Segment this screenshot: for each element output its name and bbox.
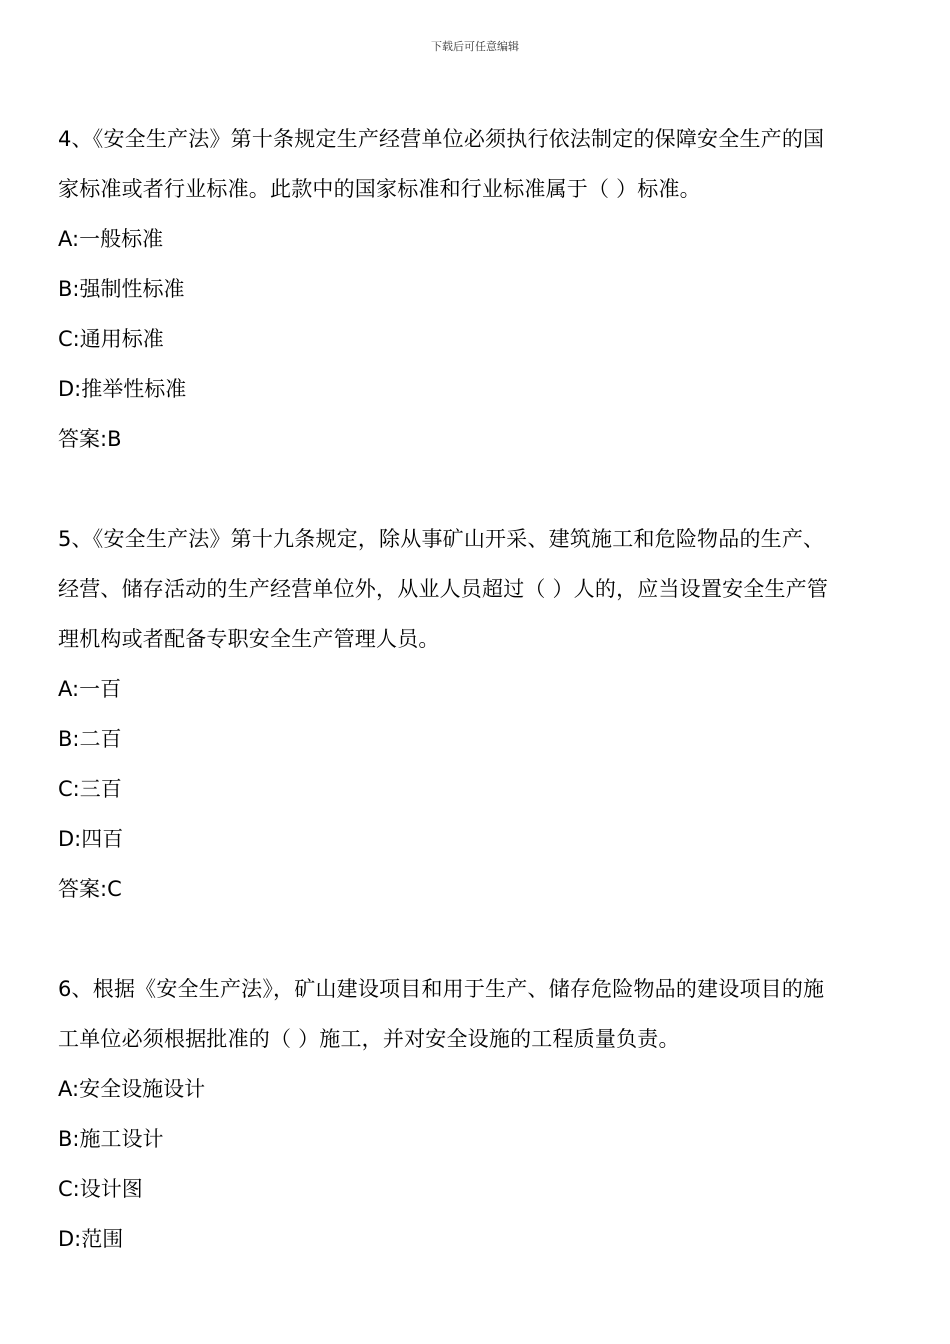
option-d: D:四百 bbox=[58, 827, 124, 851]
option-d: D:范围 bbox=[58, 1227, 124, 1251]
answer: 答案:B bbox=[58, 427, 122, 451]
stem-line: 工单位必须根据批准的（ ）施工，并对安全设施的工程质量负责。 bbox=[58, 1027, 680, 1051]
stem-line: 4、《安全生产法》第十条规定生产经营单位必须执行依法制定的保障安全生产的国 bbox=[58, 127, 825, 151]
option-c: C:三百 bbox=[58, 777, 122, 801]
option-c: C:设计图 bbox=[58, 1177, 143, 1201]
question-6 bbox=[58, 964, 898, 1264]
question-4 bbox=[58, 114, 898, 464]
answer: 答案:C bbox=[58, 877, 122, 901]
option-c: C:通用标准 bbox=[58, 327, 164, 351]
stem-line: 5、《安全生产法》第十九条规定，除从事矿山开采、建筑施工和危险物品的生产、 bbox=[58, 527, 825, 551]
option-d: D:推举性标准 bbox=[58, 377, 187, 401]
document-body bbox=[58, 114, 898, 1314]
stem-line: 6、根据《安全生产法》，矿山建设项目和用于生产、储存危险物品的建设项目的施 bbox=[58, 977, 825, 1001]
option-b: B:二百 bbox=[58, 727, 122, 751]
question-5 bbox=[58, 514, 898, 914]
stem-line: 家标准或者行业标准。此款中的国家标准和行业标准属于（ ）标准。 bbox=[58, 177, 701, 201]
option-b: B:强制性标准 bbox=[58, 277, 185, 301]
option-a: A:安全设施设计 bbox=[58, 1077, 206, 1101]
question-stem bbox=[58, 514, 898, 664]
option-a: A:一百 bbox=[58, 677, 122, 701]
stem-line: 经营、储存活动的生产经营单位外，从业人员超过（ ）人的，应当设置安全生产管 bbox=[58, 577, 829, 601]
option-b: B:施工设计 bbox=[58, 1127, 164, 1151]
question-stem bbox=[58, 114, 898, 214]
question-stem bbox=[58, 964, 898, 1064]
option-a: A:一般标准 bbox=[58, 227, 164, 251]
page-header-note: 下载后可任意编辑 bbox=[431, 40, 519, 53]
stem-line: 理机构或者配备专职安全生产管理人员。 bbox=[58, 627, 440, 651]
